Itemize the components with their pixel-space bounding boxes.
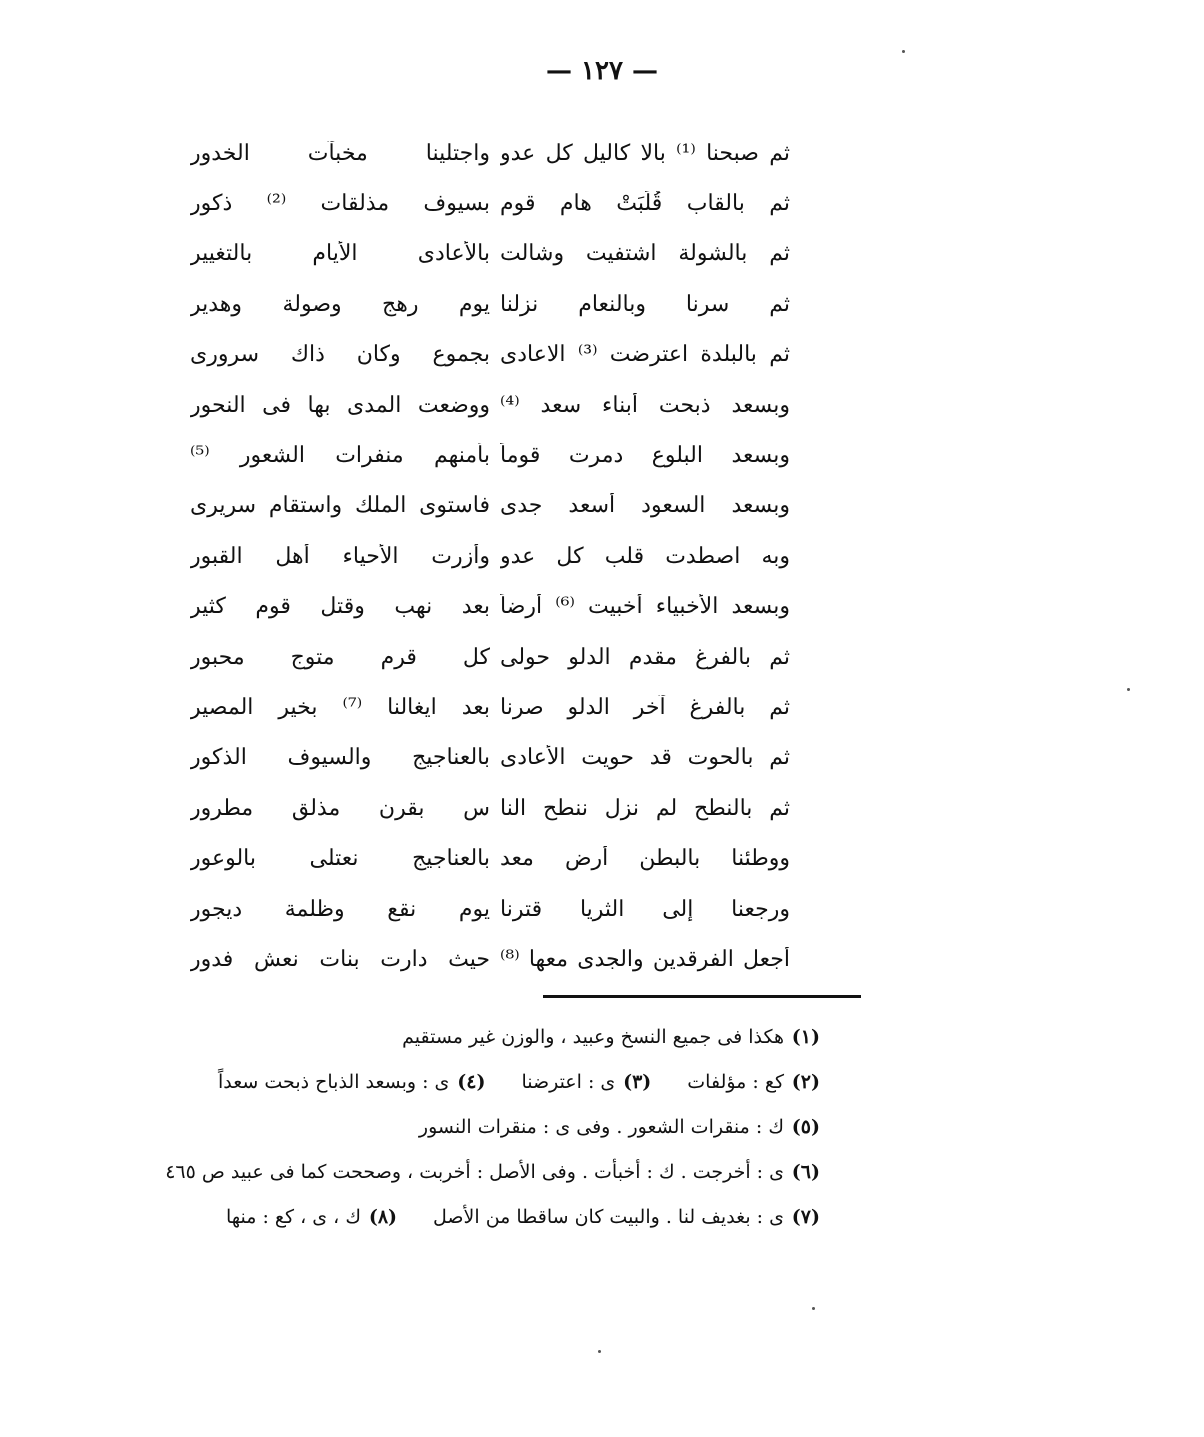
verse <box>190 733 790 783</box>
footnote-spacer <box>397 1195 433 1240</box>
verse <box>190 279 790 329</box>
verse-first-hemistich: ثم بالنطح لم نزل ننطح النا <box>500 795 790 821</box>
verse-second-hemistich: بالأعادى الأيام بالتغيير <box>190 241 490 267</box>
footnote-number: (٦) <box>791 1161 820 1183</box>
scan-speck <box>1127 688 1130 691</box>
footnote <box>130 1060 820 1105</box>
verse-second-hemistich: بسيوف مذلقات ⁽²⁾ ذكور <box>190 191 490 217</box>
verse-first-hemistich: أجعل الفرقدين والجدى معها ⁽⁸⁾ <box>500 946 790 972</box>
verse-first-hemistich: وبسعد الأخبياء أخبيت ⁽⁶⁾ أرضاً <box>500 594 790 620</box>
verse-first-hemistich: وبسعد البلوع دمرت قوماً <box>500 443 790 469</box>
verse <box>190 934 790 984</box>
verse-first-hemistich: ثم بالبلدة اعترضت ⁽³⁾ الاعادى <box>500 342 790 368</box>
verse-second-hemistich: فاستوى الملك واستقام سريرى <box>190 493 490 519</box>
verse-first-hemistich: ورجعنا إلى الثريا قترنا <box>500 896 790 922</box>
footnote-text: ى : أخرجت . ك : أخبأت . وفى الأصل : أخربت ، وصححت كما فى عبيد ص ٤٦٥ <box>165 1161 784 1183</box>
footnote <box>130 1195 820 1240</box>
verse-first-hemistich: وبسعد السعود أسعد جدى <box>500 493 790 519</box>
verse-first-hemistich: ثم بالقاب قُلِّبَتْ هام قوم <box>500 191 790 217</box>
footnote-text: كع : مؤلفات <box>687 1071 784 1093</box>
verse-first-hemistich: ثم صبحنا ⁽¹⁾ بالا كاليل كل عدو <box>500 140 790 166</box>
verse-second-hemistich: بعد ايغالنا ⁽⁷⁾ بخير المصير <box>190 694 490 720</box>
verse <box>190 682 790 732</box>
verse-first-hemistich: ثم بالشولة اشتفيت وشالت <box>500 241 790 267</box>
footnote <box>130 1015 820 1060</box>
footnote <box>130 1105 820 1150</box>
verse-second-hemistich: بالعناجيج نعتلى بالوعور <box>190 846 490 872</box>
verse-second-hemistich: يوم رهج وصولة وهدير <box>190 291 490 317</box>
verse-second-hemistich: واجتلينا مخبآت الخدور <box>190 140 490 166</box>
verse-first-hemistich: ثم سرنا وبالنعام نزلنا <box>500 291 790 317</box>
verse <box>190 481 790 531</box>
verse-first-hemistich: ووطئنا بالبطن أرض معد <box>500 846 790 872</box>
verse <box>190 380 790 430</box>
footnote-number: (٧) <box>791 1206 820 1228</box>
verse-first-hemistich: وبه اصطدت قلب كل عدو <box>500 543 790 569</box>
footnote-number: (٥) <box>791 1116 820 1138</box>
verse-first-hemistich: ثم بالحوت قد حويت الأعادى <box>500 745 790 771</box>
scan-speck <box>902 50 905 53</box>
footnote-divider <box>543 995 861 998</box>
verse-second-hemistich: كل قرم متوج محبور <box>190 644 490 670</box>
verse-second-hemistich: حيث دارت بنات نعش فدور <box>190 946 490 972</box>
poem <box>190 128 790 985</box>
footnotes <box>130 1015 820 1240</box>
page-number: — ١٢٧ — <box>545 56 659 86</box>
verse-second-hemistich: ووضعت المدى بها فى النحور <box>190 392 490 418</box>
verse <box>190 783 790 833</box>
verse <box>190 833 790 883</box>
verse-first-hemistich: ثم بالفرغ آخر الدلو صرنا <box>500 694 790 720</box>
footnote <box>130 1150 820 1195</box>
scan-speck <box>598 1350 601 1353</box>
verse <box>190 582 790 632</box>
verse <box>190 884 790 934</box>
verse-first-hemistich: وبسعد ذبحت أبناء سعد ⁽⁴⁾ <box>500 392 790 418</box>
footnote-text: ك : منقرات الشعور . وفى ى : منقرات النسور <box>418 1116 784 1138</box>
verse-second-hemistich: بجموع وكان ذاك سرورى <box>190 342 490 368</box>
footnote-number: (١) <box>791 1026 820 1048</box>
footnote-text: هكذا فى جميع النسخ وعبيد ، والوزن غير مستقيم <box>402 1026 784 1048</box>
verse <box>190 430 790 480</box>
verse-second-hemistich: يوم نقع وظلمة ديجور <box>190 896 490 922</box>
verse <box>190 330 790 380</box>
footnote-text: ك ، ى ، كع : منها <box>225 1206 362 1228</box>
footnote-text: ى : اعترضنا <box>521 1071 616 1093</box>
verse <box>190 128 790 178</box>
footnote-number: (٣) <box>623 1071 652 1093</box>
scan-speck <box>812 1307 815 1310</box>
verse-second-hemistich: س بقرن مذلق مطرور <box>190 795 490 821</box>
footnote-spacer <box>485 1060 521 1105</box>
verse <box>190 632 790 682</box>
verse-first-hemistich: ثم بالفرغ مقدم الدلو حولى <box>500 644 790 670</box>
footnote-text: ى : بغديف لنا . والبيت كان ساقطا من الأصل <box>433 1206 784 1228</box>
verse <box>190 178 790 228</box>
verse <box>190 229 790 279</box>
footnote-number: (٨) <box>368 1206 398 1228</box>
footnote-text: ى : وبسعد الذباح ذبحت سعداً <box>218 1071 450 1093</box>
footnote-number: (٢) <box>791 1071 820 1093</box>
footnote-spacer <box>651 1060 687 1105</box>
verse-second-hemistich: بعد نهب وقتل قوم كثير <box>190 594 490 620</box>
verse-second-hemistich: وأزرت الأحياء أهل القبور <box>190 543 490 569</box>
verse-second-hemistich: بالعناجيج والسيوف الذكور <box>190 745 490 771</box>
footnote-number: (٤) <box>457 1071 486 1093</box>
verse <box>190 531 790 581</box>
verse-second-hemistich: بأمنهم منفرات الشعور ⁽⁵⁾ <box>190 443 490 469</box>
